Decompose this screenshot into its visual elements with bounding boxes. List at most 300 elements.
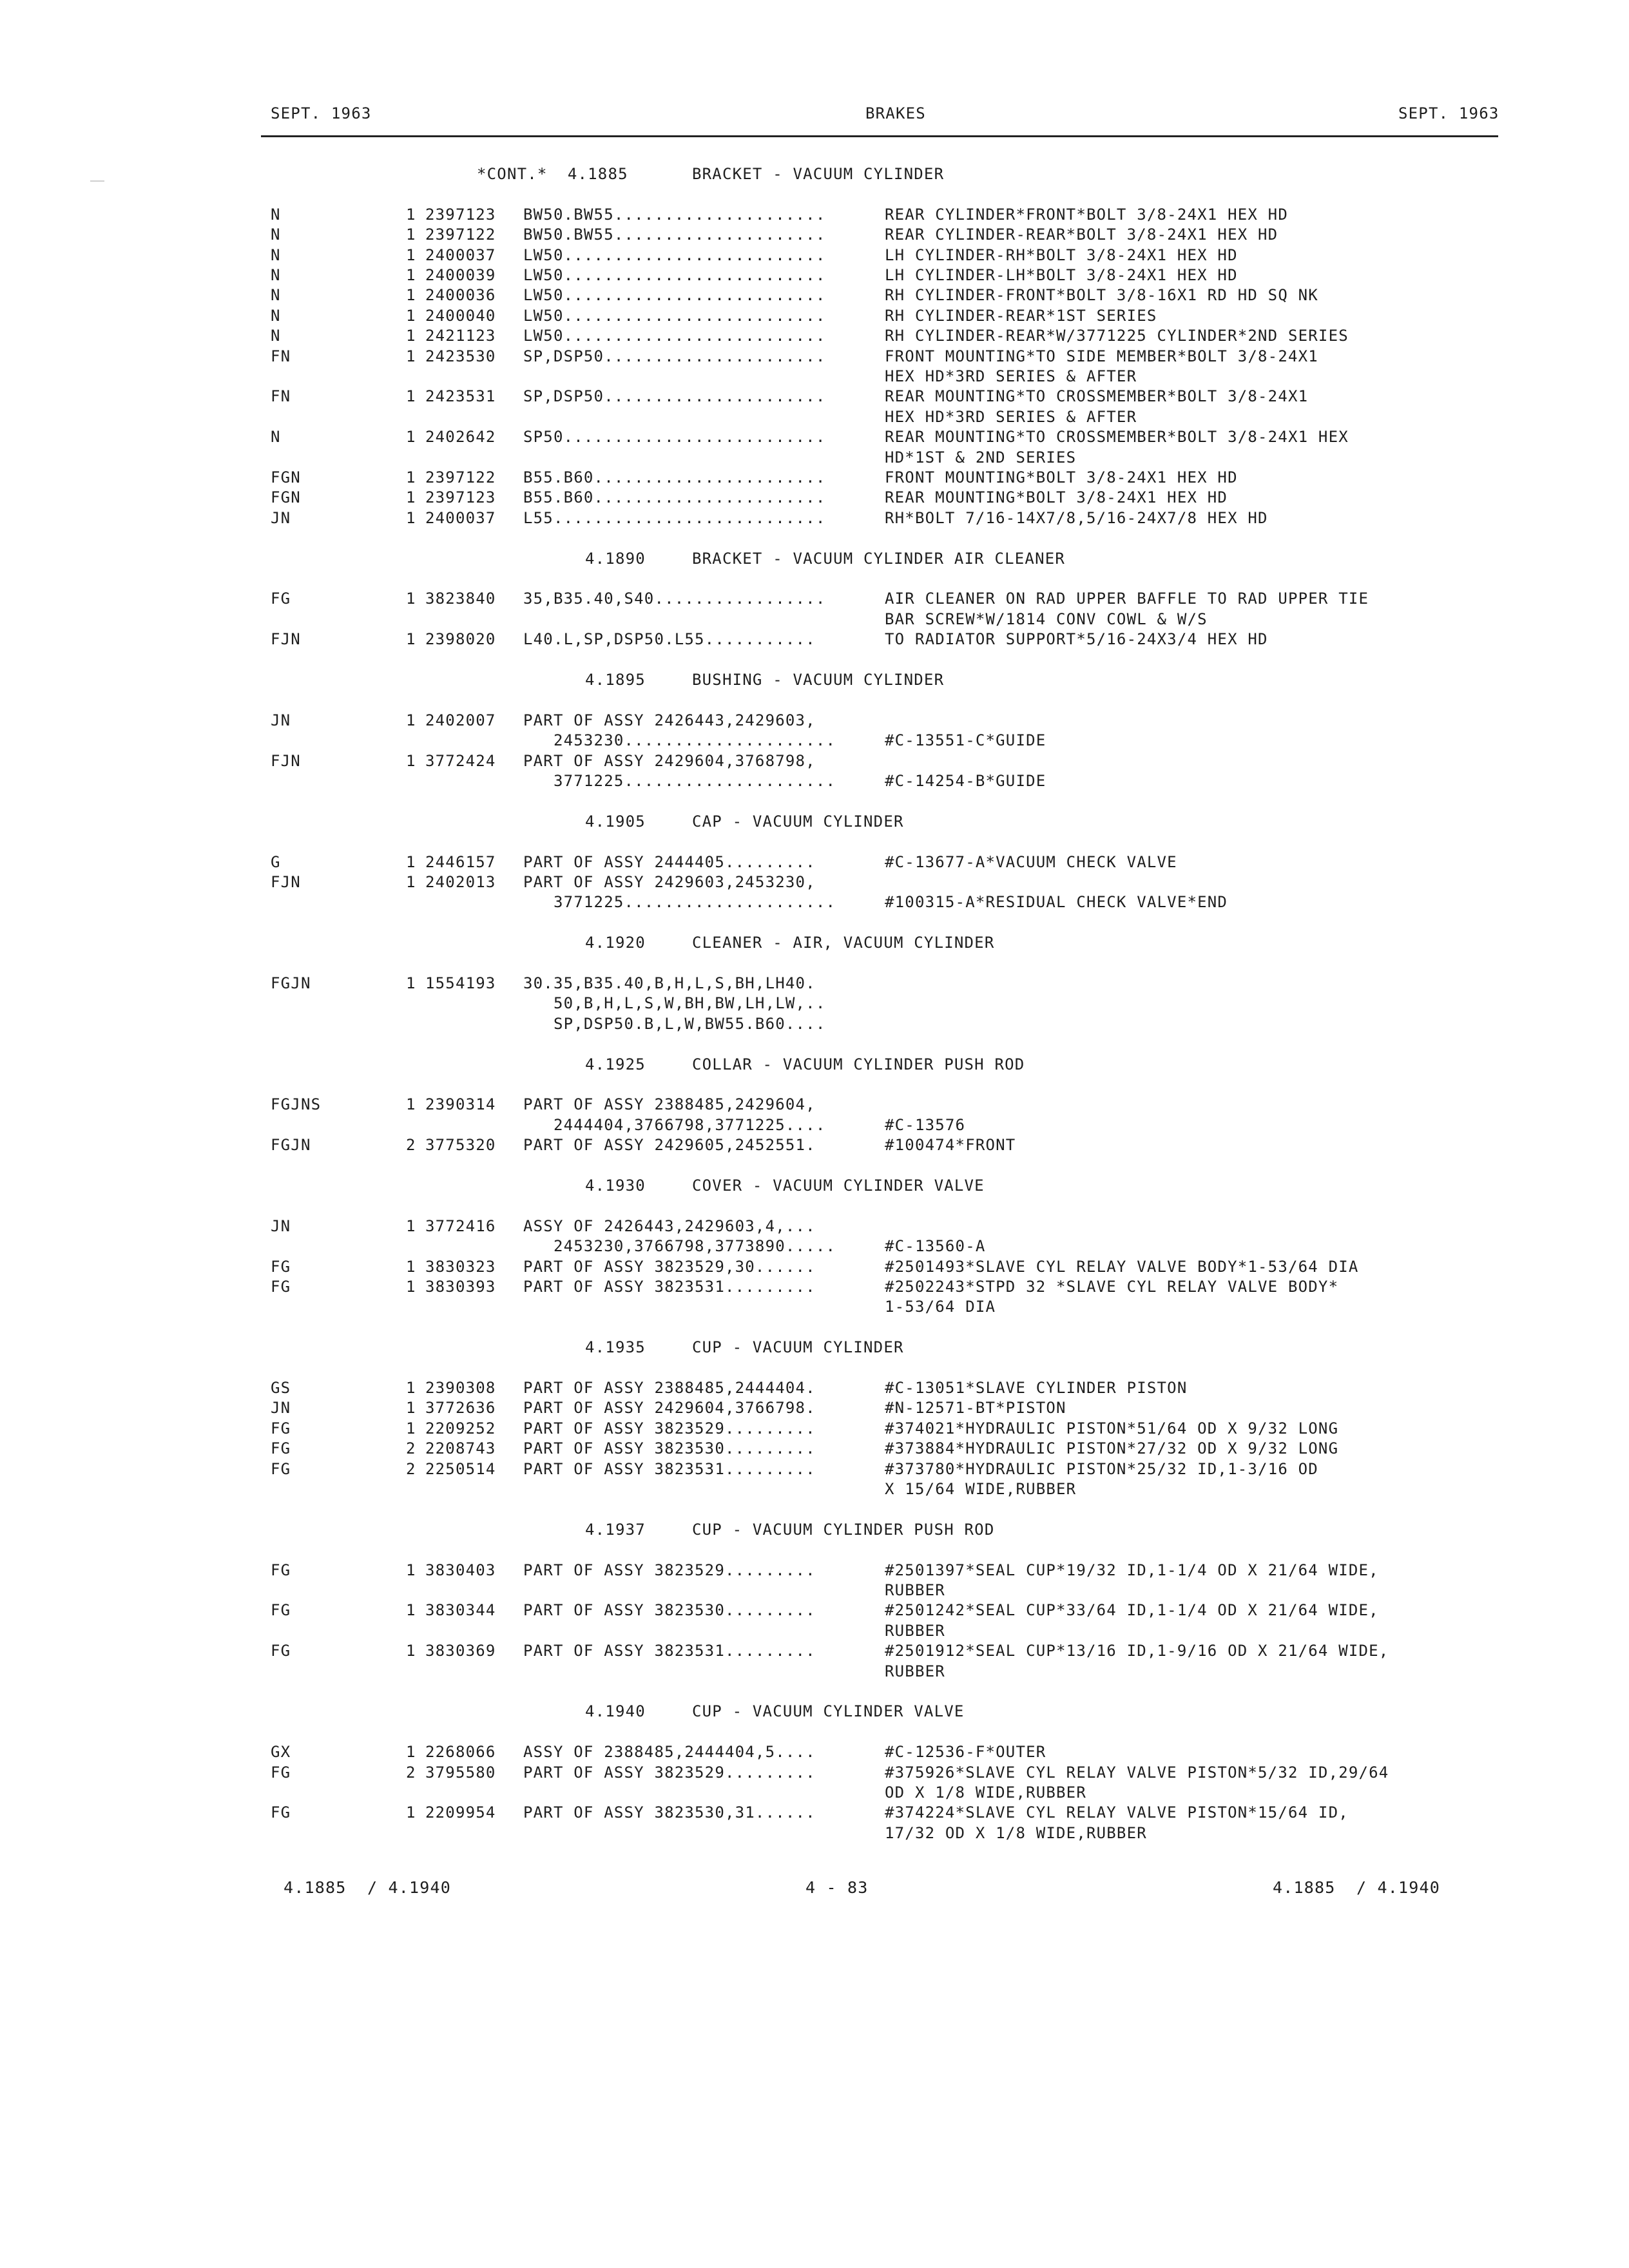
quantity: 1: [406, 226, 416, 244]
application: SP50..........................: [523, 428, 826, 447]
part-number: 2268066: [425, 1743, 496, 1762]
application: ASSY OF 2426443,2429603,4,...: [523, 1216, 816, 1235]
page-footer: [0, 1878, 1629, 1904]
quantity: 1: [406, 711, 416, 729]
parts-entry: [0, 327, 1629, 347]
section-title: COLLAR - VACUUM CYLINDER PUSH ROD: [692, 1055, 1025, 1073]
model-code: FG: [271, 1439, 291, 1458]
quantity: 1: [406, 306, 416, 325]
model-code: FJN: [271, 751, 301, 770]
section-title: BRACKET - VACUUM CYLINDER: [692, 165, 945, 183]
entry-line: [0, 711, 1629, 731]
entry-line: [0, 630, 1629, 650]
parts-entry: [0, 974, 1629, 1035]
part-number: 2390308: [425, 1379, 496, 1397]
parts-entry: [0, 347, 1629, 388]
application: PART OF ASSY 3823531.........: [523, 1459, 816, 1478]
page-number: 4 - 83: [805, 1878, 869, 1897]
part-number: 3830403: [425, 1561, 496, 1579]
parts-entry: [0, 1803, 1629, 1844]
entry-line: [0, 1824, 1629, 1844]
quantity: 2: [406, 1136, 416, 1155]
model-code: FG: [271, 1763, 291, 1782]
description: #C-13560-A: [885, 1237, 986, 1256]
section-number: 4.1937: [585, 1520, 646, 1539]
application: PART OF ASSY 3823529.........: [523, 1561, 816, 1579]
parts-entry: [0, 873, 1629, 914]
quantity: 1: [406, 1743, 416, 1762]
description: #100315-A*RESIDUAL CHECK VALVE*END: [885, 893, 1228, 912]
description: FRONT MOUNTING*BOLT 3/8-24X1 HEX HD: [885, 468, 1238, 486]
application: PART OF ASSY 2429604,3766798.: [523, 1399, 816, 1418]
header-date-left: SEPT. 1963: [271, 104, 372, 122]
parts-entry: [0, 468, 1629, 488]
description: X 15/64 WIDE,RUBBER: [885, 1479, 1077, 1498]
quantity: 2: [406, 1439, 416, 1458]
part-number: 2402013: [425, 873, 496, 891]
model-code: N: [271, 245, 281, 264]
description: #100474*FRONT: [885, 1136, 1016, 1155]
parts-entry: [0, 1601, 1629, 1642]
parts-entry: [0, 387, 1629, 428]
model-code: FJN: [271, 873, 301, 891]
model-code: FG: [271, 1459, 291, 1478]
quantity: 1: [406, 873, 416, 891]
entry-line: [0, 206, 1629, 226]
part-number: 2402007: [425, 711, 496, 729]
description: REAR CYLINDER*FRONT*BOLT 3/8-24X1 HEX HD: [885, 205, 1288, 224]
parts-entry: [0, 630, 1629, 650]
description: #2501912*SEAL CUP*13/16 ID,1-9/16 OD X 21/64 WIDE,: [885, 1642, 1389, 1660]
description: #375926*SLAVE CYL RELAY VALVE PISTON*5/32 ID,29/64: [885, 1763, 1389, 1782]
section-title: CUP - VACUUM CYLINDER VALVE: [692, 1702, 965, 1721]
model-code: JN: [271, 1399, 291, 1418]
part-number: 2250514: [425, 1459, 496, 1478]
parts-entry: [0, 711, 1629, 752]
quantity: 2: [406, 1459, 416, 1478]
application: L55...........................: [523, 508, 826, 527]
section-title: CAP - VACUUM CYLINDER: [692, 812, 904, 831]
header-rule: [261, 135, 1498, 137]
section-title: CUP - VACUUM CYLINDER PUSH ROD: [692, 1520, 995, 1539]
section-number: 4.1930: [585, 1177, 646, 1195]
description: RUBBER: [885, 1662, 945, 1680]
part-number: 2400037: [425, 245, 496, 264]
application: BW50.BW55.....................: [523, 205, 826, 224]
section-number: 4.1940: [585, 1702, 646, 1721]
part-number: 2400036: [425, 286, 496, 305]
entry-line: [0, 509, 1629, 529]
model-code: FGJN: [271, 974, 311, 992]
model-code: FN: [271, 347, 291, 365]
description: RUBBER: [885, 1581, 945, 1599]
parts-entry: [0, 1095, 1629, 1136]
model-code: FGJNS: [271, 1095, 322, 1114]
part-number: 2446157: [425, 852, 496, 871]
application: BW50.BW55.....................: [523, 226, 826, 244]
entry-line: [0, 1217, 1629, 1237]
section-number: *CONT.* 4.1885: [477, 165, 628, 183]
quantity: 1: [406, 630, 416, 649]
description: REAR MOUNTING*TO CROSSMEMBER*BOLT 3/8-24X1: [885, 387, 1309, 406]
quantity: 1: [406, 1601, 416, 1620]
entry-line: [0, 226, 1629, 245]
parts-entry: [0, 1399, 1629, 1419]
application: 3771225.....................: [523, 771, 836, 790]
description: #2501397*SEAL CUP*19/32 ID,1-1/4 OD X 21/64 WIDE,: [885, 1561, 1379, 1579]
quantity: 1: [406, 1803, 416, 1822]
application: PART OF ASSY 2426443,2429603,: [523, 711, 816, 729]
part-number: 2397123: [425, 488, 496, 507]
part-number: 3830344: [425, 1601, 496, 1620]
entry-line: [0, 1743, 1629, 1763]
application: PART OF ASSY 2444405.........: [523, 852, 816, 871]
parts-entry: [0, 246, 1629, 266]
description: 1-53/64 DIA: [885, 1298, 996, 1316]
entry-line: [0, 1601, 1629, 1621]
description: #2502243*STPD 32 *SLAVE CYL RELAY VALVE BODY*: [885, 1278, 1339, 1296]
description: REAR MOUNTING*TO CROSSMEMBER*BOLT 3/8-24X1 HEX: [885, 428, 1349, 447]
parts-entry: [0, 853, 1629, 873]
entry-line: [0, 1298, 1629, 1318]
description: AIR CLEANER ON RAD UPPER BAFFLE TO RAD UPPER TIE: [885, 590, 1369, 608]
model-code: N: [271, 428, 281, 447]
entry-line: [0, 468, 1629, 488]
description: #N-12571-BT*PISTON: [885, 1399, 1066, 1418]
part-number: 2423530: [425, 347, 496, 365]
page-header: [0, 104, 1629, 130]
description: OD X 1/8 WIDE,RUBBER: [885, 1783, 1086, 1802]
application: 50,B,H,L,S,W,BH,BW,LH,LW,..: [523, 994, 826, 1013]
section-heading: [0, 812, 1629, 833]
application: PART OF ASSY 3823529.........: [523, 1763, 816, 1782]
quantity: 1: [406, 1642, 416, 1660]
entry-line: [0, 327, 1629, 347]
parts-entry: [0, 1642, 1629, 1682]
entry-line: [0, 1015, 1629, 1035]
part-number: 1554193: [425, 974, 496, 992]
model-code: JN: [271, 1216, 291, 1235]
model-code: N: [271, 286, 281, 305]
entry-line: [0, 266, 1629, 286]
description: RH CYLINDER-FRONT*BOLT 3/8-16X1 RD HD SQ NK: [885, 286, 1318, 305]
parts-entry: [0, 1278, 1629, 1318]
description: #373780*HYDRAULIC PISTON*25/32 ID,1-3/16 OD: [885, 1459, 1318, 1478]
quantity: 1: [406, 205, 416, 224]
part-number: 2208743: [425, 1439, 496, 1458]
entry-line: [0, 1237, 1629, 1257]
entry-line: [0, 1581, 1629, 1601]
entry-line: [0, 367, 1629, 387]
header-date-right: SEPT. 1963: [1398, 104, 1499, 122]
model-code: JN: [271, 711, 291, 729]
application: PART OF ASSY 3823530,31......: [523, 1803, 816, 1822]
entry-line: [0, 1258, 1629, 1278]
application: PART OF ASSY 2388485,2429604,: [523, 1095, 816, 1114]
description: HEX HD*3RD SERIES & AFTER: [885, 407, 1137, 426]
description: #C-13677-A*VACUUM CHECK VALVE: [885, 852, 1177, 871]
application: LW50..........................: [523, 306, 826, 325]
entry-line: [0, 1278, 1629, 1298]
description: TO RADIATOR SUPPORT*5/16-24X3/4 HEX HD: [885, 630, 1268, 649]
description: REAR CYLINDER-REAR*BOLT 3/8-24X1 HEX HD: [885, 226, 1278, 244]
quantity: 1: [406, 1379, 416, 1397]
application: LW50..........................: [523, 327, 826, 345]
entry-line: [0, 408, 1629, 428]
section-number: 4.1890: [585, 549, 646, 568]
model-code: FJN: [271, 630, 301, 649]
part-number: 2209954: [425, 1803, 496, 1822]
parts-entry: [0, 1561, 1629, 1602]
model-code: FG: [271, 1803, 291, 1822]
part-number: 3772636: [425, 1399, 496, 1418]
part-number: 2397122: [425, 226, 496, 244]
section-title: BUSHING - VACUUM CYLINDER: [692, 671, 945, 689]
description: BAR SCREW*W/1814 CONV COWL & W/S: [885, 610, 1208, 628]
application: ASSY OF 2388485,2444404,5....: [523, 1743, 816, 1762]
entry-line: [0, 1439, 1629, 1459]
description: RH CYLINDER-REAR*1ST SERIES: [885, 306, 1157, 325]
section-heading: [0, 550, 1629, 570]
entry-line: [0, 1379, 1629, 1399]
description: #C-12536-F*OUTER: [885, 1743, 1046, 1762]
application: 2453230.....................: [523, 731, 836, 750]
part-number: 3830369: [425, 1642, 496, 1660]
parts-entry: [0, 286, 1629, 306]
entry-line: [0, 387, 1629, 407]
entry-line: [0, 1622, 1629, 1642]
description: #C-13051*SLAVE CYLINDER PISTON: [885, 1379, 1188, 1397]
description: #374224*SLAVE CYL RELAY VALVE PISTON*15/64 ID,: [885, 1803, 1349, 1822]
part-number: 3795580: [425, 1763, 496, 1782]
quantity: 1: [406, 245, 416, 264]
parts-entry: [0, 1439, 1629, 1459]
section-title: CUP - VACUUM CYLINDER: [692, 1338, 904, 1357]
application: PART OF ASSY 3823529,30......: [523, 1257, 816, 1276]
model-code: N: [271, 226, 281, 244]
description: LH CYLINDER-RH*BOLT 3/8-24X1 HEX HD: [885, 245, 1238, 264]
entry-line: [0, 1803, 1629, 1823]
application: 2444404,3766798,3771225....: [523, 1115, 826, 1134]
parts-entry: [0, 752, 1629, 793]
entry-line: [0, 1642, 1629, 1662]
description: #C-14254-B*GUIDE: [885, 771, 1046, 790]
application: L40.L,SP,DSP50.L55...........: [523, 630, 816, 649]
part-number: 3772416: [425, 1216, 496, 1235]
part-number: 2397123: [425, 205, 496, 224]
header-title: BRAKES: [865, 104, 926, 122]
parts-entry: [0, 1419, 1629, 1439]
entry-line: [0, 752, 1629, 772]
quantity: 1: [406, 266, 416, 284]
section-heading: [0, 1521, 1629, 1541]
part-number: 3830323: [425, 1257, 496, 1276]
description: #C-13576: [885, 1115, 966, 1134]
parts-entry: [0, 266, 1629, 286]
section-heading: [0, 934, 1629, 954]
part-number: 2397122: [425, 468, 496, 486]
entry-line: [0, 1399, 1629, 1419]
section-heading: [0, 1702, 1629, 1723]
section-heading: [0, 1177, 1629, 1197]
parts-entry: [0, 1136, 1629, 1156]
parts-entry: [0, 1217, 1629, 1258]
model-code: FG: [271, 1561, 291, 1579]
quantity: 1: [406, 1278, 416, 1296]
application: SP,DSP50.B,L,W,BW55.B60....: [523, 1014, 826, 1033]
part-number: 2209252: [425, 1419, 496, 1437]
section-title: CLEANER - AIR, VACUUM CYLINDER: [692, 934, 995, 952]
entry-line: [0, 1460, 1629, 1480]
model-code: FG: [271, 1278, 291, 1296]
entry-line: [0, 853, 1629, 873]
section-number: 4.1935: [585, 1338, 646, 1357]
quantity: 1: [406, 1561, 416, 1579]
parts-entry: [0, 590, 1629, 630]
section-heading: [0, 165, 1629, 186]
parts-entry: [0, 1258, 1629, 1278]
entry-line: [0, 772, 1629, 792]
model-code: FGN: [271, 488, 301, 507]
parts-entry: [0, 1460, 1629, 1501]
application: PART OF ASSY 3823531.........: [523, 1642, 816, 1660]
description: RH CYLINDER-REAR*W/3771225 CYLINDER*2ND SERIES: [885, 327, 1349, 345]
description: LH CYLINDER-LH*BOLT 3/8-24X1 HEX HD: [885, 266, 1238, 284]
entry-line: [0, 488, 1629, 508]
model-code: FG: [271, 1257, 291, 1276]
quantity: 2: [406, 1763, 416, 1782]
section-title: BRACKET - VACUUM CYLINDER AIR CLEANER: [692, 549, 1066, 568]
parts-entry: [0, 509, 1629, 529]
entry-line: [0, 1662, 1629, 1682]
model-code: N: [271, 327, 281, 345]
entry-line: [0, 974, 1629, 994]
model-code: GX: [271, 1743, 291, 1762]
application: PART OF ASSY 3823530.........: [523, 1439, 816, 1458]
model-code: FGN: [271, 468, 301, 486]
application: PART OF ASSY 2429604,3768798,: [523, 751, 816, 770]
entry-line: [0, 1561, 1629, 1581]
model-code: FG: [271, 1601, 291, 1620]
part-number: 2421123: [425, 327, 496, 345]
quantity: 1: [406, 1216, 416, 1235]
description: HEX HD*3RD SERIES & AFTER: [885, 367, 1137, 385]
quantity: 1: [406, 327, 416, 345]
part-number: 2390314: [425, 1095, 496, 1114]
application: 2453230,3766798,3773890.....: [523, 1237, 836, 1256]
entry-line: [0, 731, 1629, 751]
description: #C-13551-C*GUIDE: [885, 731, 1046, 750]
part-number: 2398020: [425, 630, 496, 649]
entry-line: [0, 307, 1629, 327]
description: 17/32 OD X 1/8 WIDE,RUBBER: [885, 1823, 1147, 1842]
section-heading: [0, 1055, 1629, 1076]
part-number: 2400037: [425, 508, 496, 527]
application: PART OF ASSY 3823530.........: [523, 1601, 816, 1620]
application: 3771225.....................: [523, 893, 836, 912]
entry-line: [0, 1419, 1629, 1439]
quantity: 1: [406, 1257, 416, 1276]
application: PART OF ASSY 2388485,2444404.: [523, 1379, 816, 1397]
entry-line: [0, 347, 1629, 367]
description: #373884*HYDRAULIC PISTON*27/32 OD X 9/32 LONG: [885, 1439, 1339, 1458]
entry-line: [0, 590, 1629, 610]
description: FRONT MOUNTING*TO SIDE MEMBER*BOLT 3/8-24X1: [885, 347, 1318, 365]
section-number: 4.1925: [585, 1055, 646, 1073]
part-number: 2402642: [425, 428, 496, 447]
quantity: 1: [406, 286, 416, 305]
quantity: 1: [406, 1095, 416, 1114]
section-number: 4.1920: [585, 934, 646, 952]
application: B55.B60.......................: [523, 488, 826, 507]
entry-line: [0, 873, 1629, 893]
section-title: COVER - VACUUM CYLINDER VALVE: [692, 1177, 985, 1195]
quantity: 1: [406, 508, 416, 527]
quantity: 1: [406, 387, 416, 406]
model-code: FG: [271, 590, 291, 608]
quantity: 1: [406, 974, 416, 992]
description: HD*1ST & 2ND SERIES: [885, 448, 1077, 466]
entry-line: [0, 428, 1629, 448]
part-number: 3775320: [425, 1136, 496, 1155]
entry-line: [0, 286, 1629, 306]
entry-line: [0, 1136, 1629, 1156]
section-number: 4.1905: [585, 812, 646, 831]
quantity: 1: [406, 428, 416, 447]
part-number: 3772424: [425, 751, 496, 770]
part-number: 3823840: [425, 590, 496, 608]
entry-line: [0, 246, 1629, 266]
parts-entry: [0, 488, 1629, 508]
entry-line: [0, 448, 1629, 468]
application: B55.B60.......................: [523, 468, 826, 486]
model-code: FG: [271, 1642, 291, 1660]
model-code: FN: [271, 387, 291, 406]
model-code: FG: [271, 1419, 291, 1437]
description: REAR MOUNTING*BOLT 3/8-24X1 HEX HD: [885, 488, 1228, 507]
model-code: G: [271, 852, 281, 871]
model-code: N: [271, 205, 281, 224]
entry-line: [0, 994, 1629, 1014]
application: PART OF ASSY 3823531.........: [523, 1278, 816, 1296]
parts-entry: [0, 1379, 1629, 1399]
section-heading: [0, 671, 1629, 691]
entry-line: [0, 1763, 1629, 1783]
application: 35,B35.40,S40.................: [523, 590, 826, 608]
entry-line: [0, 610, 1629, 630]
entry-line: [0, 1783, 1629, 1803]
parts-entry: [0, 1743, 1629, 1763]
part-number: 2400040: [425, 306, 496, 325]
description: #374021*HYDRAULIC PISTON*51/64 OD X 9/32 LONG: [885, 1419, 1339, 1437]
section-number: 4.1895: [585, 671, 646, 689]
description: #2501242*SEAL CUP*33/64 ID,1-1/4 OD X 21/64 WIDE,: [885, 1601, 1379, 1620]
parts-entry: [0, 428, 1629, 468]
description: RH*BOLT 7/16-14X7/8,5/16-24X7/8 HEX HD: [885, 508, 1268, 527]
section-heading: [0, 1338, 1629, 1359]
model-code: N: [271, 306, 281, 325]
part-number: 2423531: [425, 387, 496, 406]
model-code: GS: [271, 1379, 291, 1397]
application: PART OF ASSY 2429605,2452551.: [523, 1136, 816, 1155]
entry-line: [0, 1095, 1629, 1115]
application: PART OF ASSY 2429603,2453230,: [523, 873, 816, 891]
model-code: FGJN: [271, 1136, 311, 1155]
parts-entry: [0, 206, 1629, 226]
part-number: 3830393: [425, 1278, 496, 1296]
quantity: 1: [406, 751, 416, 770]
entry-line: [0, 1480, 1629, 1500]
